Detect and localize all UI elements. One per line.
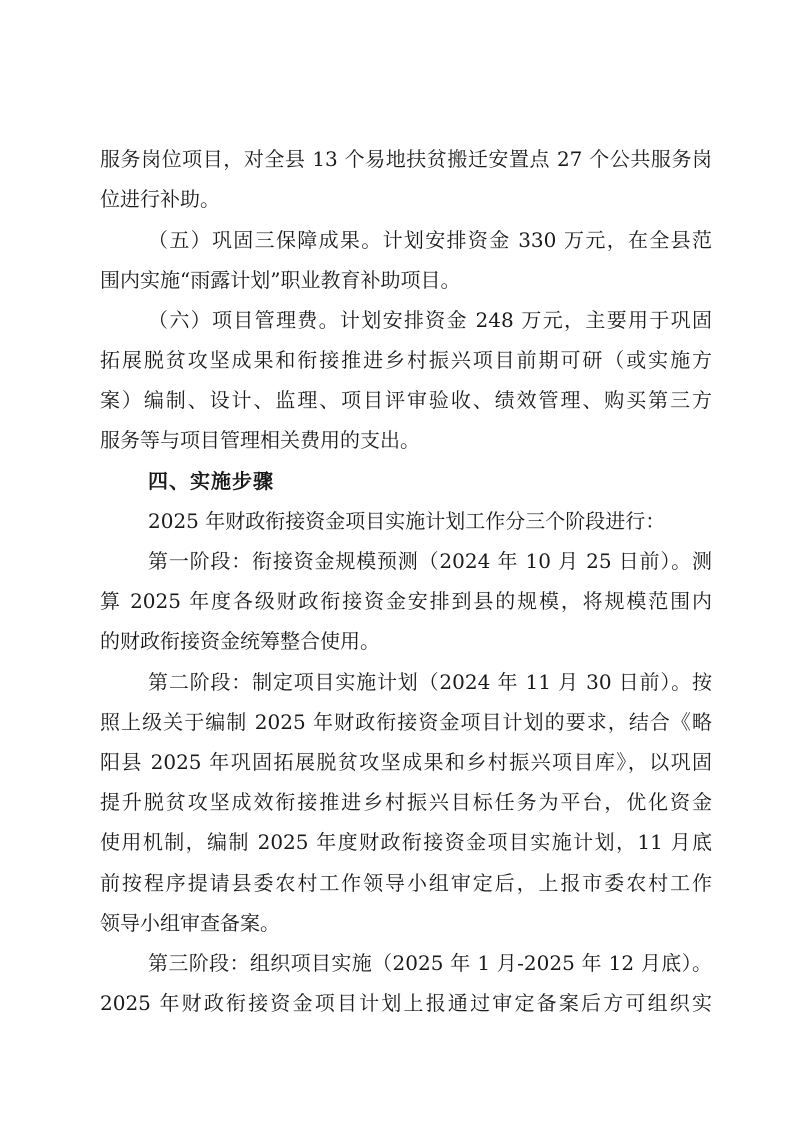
paragraph-line: 领导小组审查备案。: [100, 911, 280, 935]
paragraph-line: 拓展脱贫攻坚成果和衔接推进乡村振兴项目前期可研（或实施方: [100, 348, 712, 372]
stage-one-line: 第一阶段：衔接资金规模预测（2024 年 10 月 25 日前）。测: [148, 549, 712, 573]
section-heading: 四、实施步骤: [148, 469, 274, 493]
paragraph-line: 服务岗位项目，对全县 13 个易地扶贫搬迁安置点 27 个公共服务岗: [100, 147, 712, 171]
paragraph-line: 2025 年财政衔接资金项目实施计划工作分三个阶段进行：: [148, 509, 666, 533]
paragraph-line: 案）编制、设计、监理、项目评审验收、绩效管理、购买第三方: [100, 388, 712, 412]
paragraph-line: 服务等与项目管理相关费用的支出。: [100, 428, 420, 452]
paragraph-line: 2025 年财政衔接资金项目计划上报通过审定备案后方可组织实: [100, 991, 712, 1015]
stage-two-line: 第二阶段：制定项目实施计划（2024 年 11 月 30 日前）。按: [148, 670, 712, 694]
section-six-line: （六）项目管理费。计划安排资金 248 万元，主要用于巩固: [148, 308, 712, 332]
paragraph-line: 的财政衔接资金统筹整合使用。: [100, 629, 380, 653]
paragraph-line: 前按程序提请县委农村工作领导小组审定后，上报市委农村工作: [100, 871, 712, 895]
stage-three-line: 第三阶段：组织项目实施（2025 年 1 月-2025 年 12 月底）。: [148, 951, 712, 975]
section-five-line: （五）巩固三保障成果。计划安排资金 330 万元，在全县范: [148, 228, 712, 252]
paragraph-line: 提升脱贫攻坚成效衔接推进乡村振兴目标任务为平台，优化资金: [100, 790, 712, 814]
paragraph-line: 阳县 2025 年巩固拓展脱贫攻坚成果和乡村振兴项目库》，以巩固: [100, 750, 712, 774]
paragraph-line: 位进行补助。: [100, 187, 220, 211]
paragraph-line: 使用机制，编制 2025 年度财政衔接资金项目实施计划，11 月底: [100, 830, 712, 854]
paragraph-line: 算 2025 年度各级财政衔接资金安排到县的规模，将规模范围内: [100, 589, 712, 613]
paragraph-line: 照上级关于编制 2025 年财政衔接资金项目计划的要求，结合《略: [100, 710, 712, 734]
paragraph-line: 围内实施“雨露计划”职业教育补助项目。: [100, 268, 461, 292]
